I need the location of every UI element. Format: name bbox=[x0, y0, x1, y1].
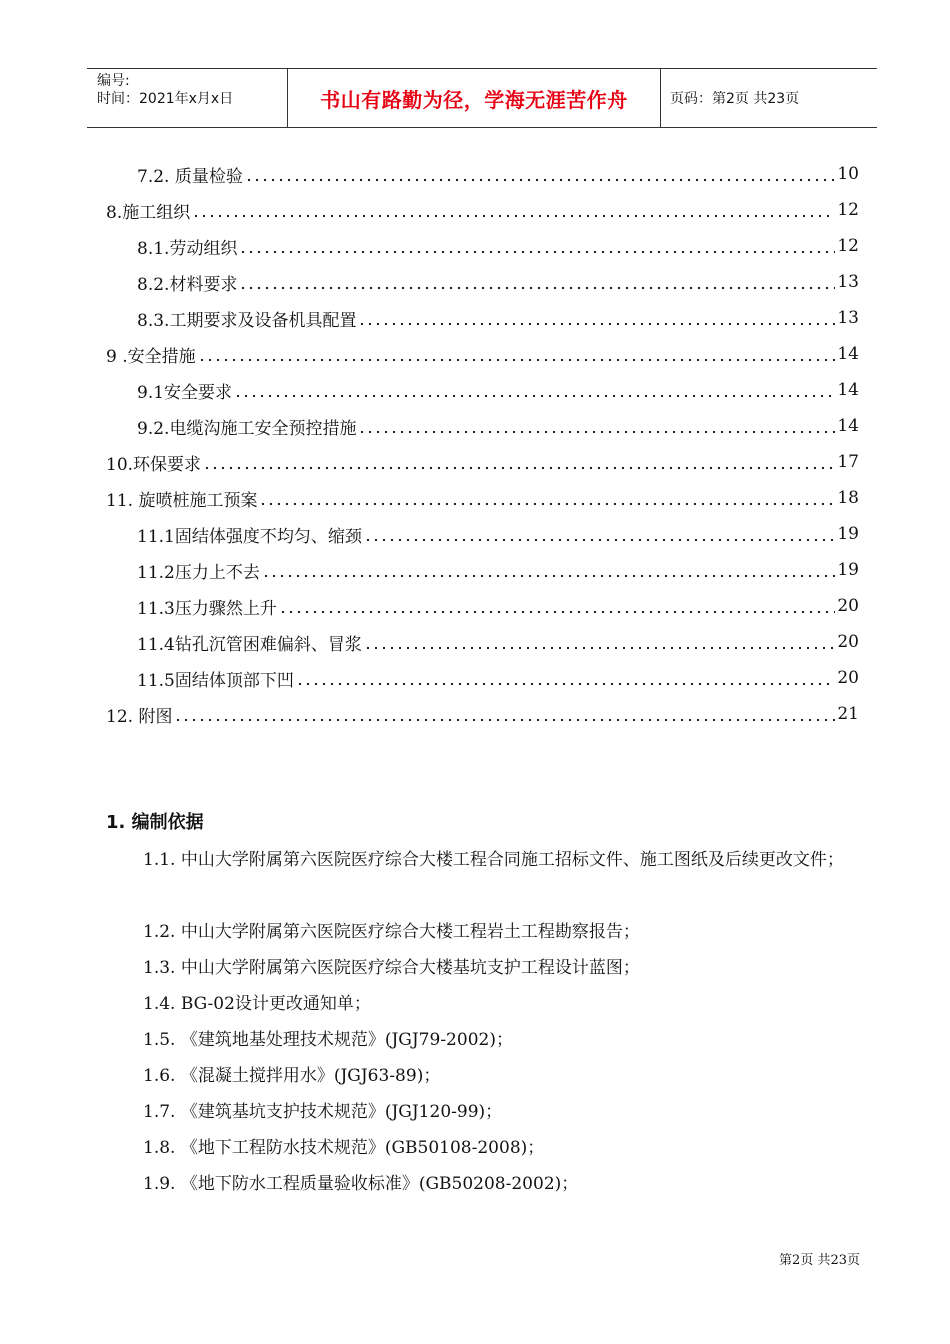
page-footer: 第2页 共23页 bbox=[779, 1253, 860, 1268]
toc-entry-page: 19 bbox=[837, 560, 859, 580]
toc-entry[interactable] bbox=[106, 480, 859, 516]
toc-entry[interactable] bbox=[137, 156, 859, 192]
page-header bbox=[87, 68, 877, 128]
toc-entry[interactable] bbox=[137, 408, 859, 444]
reference-item: 1.6. 《混凝土搅拌用水》(JGJ63-89)； bbox=[143, 1066, 441, 1086]
toc-entry[interactable] bbox=[137, 624, 859, 660]
toc-leader-dots bbox=[364, 646, 836, 650]
toc-entry[interactable] bbox=[137, 372, 859, 408]
toc-leader-dots bbox=[203, 466, 835, 470]
reference-item: 1.3. 中山大学附属第六医院医疗综合大楼基坑支护工程设计蓝图； bbox=[143, 958, 640, 978]
toc-entry[interactable] bbox=[106, 192, 859, 228]
toc-entry-title: 8.施工组织 bbox=[106, 202, 191, 223]
toc-entry-title: 9.2.电缆沟施工安全预控措施 bbox=[137, 418, 357, 439]
toc-entry[interactable] bbox=[137, 552, 859, 588]
reference-item: 1.1. 中山大学附属第六医院医疗综合大楼工程合同施工招标文件、施工图纸及后续更改文件； bbox=[143, 850, 844, 870]
toc-entry-page: 13 bbox=[837, 308, 859, 328]
toc-entry-title: 11.2压力上不去 bbox=[137, 562, 260, 583]
toc-entry[interactable] bbox=[137, 264, 859, 300]
reference-item: 1.8. 《地下工程防水技术规范》(GB50108-2008)； bbox=[143, 1138, 545, 1158]
toc-entry-page: 13 bbox=[837, 272, 859, 292]
reference-item: 1.4. BG-02设计更改通知单； bbox=[143, 994, 371, 1014]
toc-entry-page: 20 bbox=[837, 596, 859, 616]
toc-entry-page: 10 bbox=[837, 164, 859, 184]
toc-entry[interactable] bbox=[137, 300, 859, 336]
toc-entry-title: 9 .安全措施 bbox=[106, 346, 196, 367]
toc-entry[interactable] bbox=[106, 336, 859, 372]
toc-entry-page: 12 bbox=[837, 200, 859, 220]
toc-entry[interactable] bbox=[106, 696, 859, 732]
toc-entry-title: 8.1.劳动组织 bbox=[137, 238, 238, 259]
toc-entry-title: 12. 附图 bbox=[106, 706, 173, 727]
toc-entry-title: 8.3.工期要求及设备机具配置 bbox=[137, 310, 357, 331]
reference-item: 1.2. 中山大学附属第六医院医疗综合大楼工程岩土工程勘察报告； bbox=[143, 922, 640, 942]
section-heading: 1. 编制依据 bbox=[106, 812, 204, 833]
toc-entry-title: 9.1安全要求 bbox=[137, 382, 233, 403]
toc-entry-title: 11.1固结体强度不均匀、缩颈 bbox=[137, 526, 362, 547]
toc-leader-dots bbox=[262, 574, 836, 578]
reference-item: 1.9. 《地下防水工程质量验收标准》(GB50208-2002)； bbox=[143, 1174, 579, 1194]
toc-entry-title: 11. 旋喷桩施工预案 bbox=[106, 490, 258, 511]
toc-leader-dots bbox=[364, 538, 836, 542]
toc-leader-dots bbox=[358, 430, 835, 434]
header-motto: 书山有路勤为径，学海无涯苦作舟 bbox=[288, 69, 661, 127]
toc-entry-page: 17 bbox=[837, 452, 859, 472]
code-label: 编号: bbox=[97, 73, 130, 89]
toc-entry-page: 20 bbox=[837, 668, 859, 688]
toc-leader-dots bbox=[239, 250, 835, 254]
toc-entry-page: 14 bbox=[837, 416, 859, 436]
toc-leader-dots bbox=[245, 178, 836, 182]
toc-leader-dots bbox=[279, 610, 836, 614]
toc-entry[interactable] bbox=[106, 444, 859, 480]
reference-item: 1.7. 《建筑基坑支护技术规范》(JGJ120-99)； bbox=[143, 1102, 503, 1122]
time-label: 时间：2021年x月x日 bbox=[97, 91, 234, 107]
toc-leader-dots bbox=[234, 394, 835, 398]
toc-leader-dots bbox=[358, 322, 835, 326]
toc-entry-title: 8.2.材料要求 bbox=[137, 274, 238, 295]
toc-entry-page: 19 bbox=[837, 524, 859, 544]
toc-entry-title: 10.环保要求 bbox=[106, 454, 202, 475]
toc-entry-page: 20 bbox=[837, 632, 859, 652]
toc-leader-dots bbox=[296, 682, 836, 686]
toc-entry-title: 11.3压力骤然上升 bbox=[137, 598, 277, 619]
toc-entry-title: 7.2. 质量检验 bbox=[137, 166, 243, 187]
toc-leader-dots bbox=[192, 214, 835, 218]
toc-entry[interactable] bbox=[137, 660, 859, 696]
toc-entry-title: 11.4钻孔沉管困难偏斜、冒浆 bbox=[137, 634, 362, 655]
toc-leader-dots bbox=[198, 358, 836, 362]
toc-entry-page: 12 bbox=[837, 236, 859, 256]
toc-entry-page: 21 bbox=[837, 704, 859, 724]
header-meta bbox=[87, 69, 288, 127]
header-page-info: 页码：第2页 共23页 bbox=[670, 91, 800, 107]
toc-entry-page: 14 bbox=[837, 344, 859, 364]
toc-entry[interactable] bbox=[137, 516, 859, 552]
reference-item: 1.5. 《建筑地基处理技术规范》(JGJ79-2002)； bbox=[143, 1030, 513, 1050]
toc-leader-dots bbox=[239, 286, 835, 290]
toc-entry-title: 11.5固结体顶部下凹 bbox=[137, 670, 294, 691]
toc-leader-dots bbox=[174, 718, 835, 722]
toc-entry-page: 14 bbox=[837, 380, 859, 400]
toc-entry[interactable] bbox=[137, 588, 859, 624]
toc-leader-dots bbox=[259, 502, 835, 506]
toc-entry[interactable] bbox=[137, 228, 859, 264]
toc-entry-page: 18 bbox=[837, 488, 859, 508]
